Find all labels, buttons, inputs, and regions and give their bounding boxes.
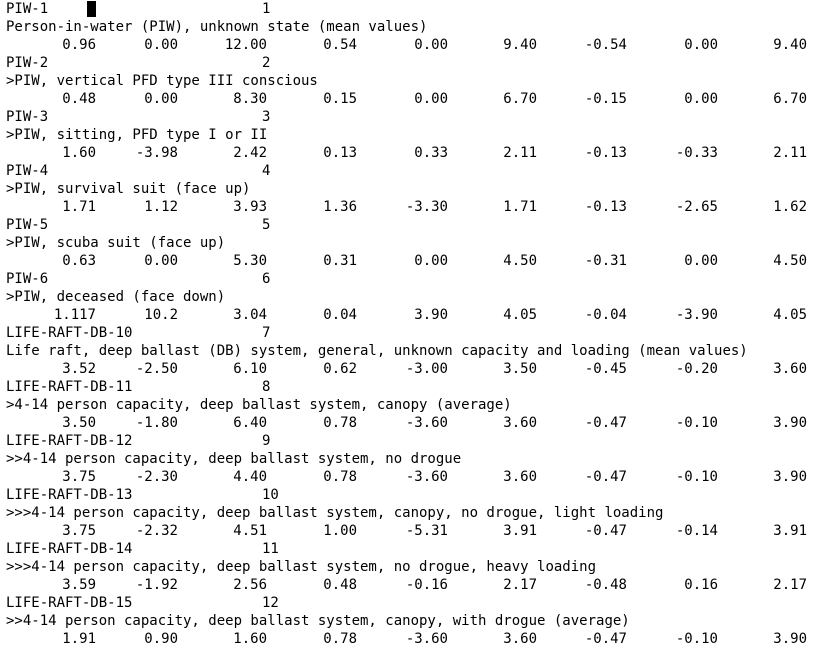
record-id: PIW-5 xyxy=(6,217,49,233)
record-value: 4.50 xyxy=(773,253,807,269)
record-value: 0.48 xyxy=(323,577,357,593)
record-number: 6 xyxy=(262,271,271,287)
record-value: -1.92 xyxy=(135,577,178,593)
record-id: PIW-4 xyxy=(6,163,49,179)
record-value: -0.47 xyxy=(584,415,627,431)
record-value: 3.91 xyxy=(503,523,537,539)
record-id: LIFE-RAFT-DB-10 xyxy=(6,325,133,341)
record-value: 1.12 xyxy=(144,199,178,215)
record-description: Life raft, deep ballast (DB) system, general, unknown capacity and loading (mean values) xyxy=(6,343,748,359)
record-value: 4.05 xyxy=(503,307,537,323)
record-value: 8.30 xyxy=(233,91,267,107)
record-value: 6.40 xyxy=(233,415,267,431)
record-value: 3.90 xyxy=(773,415,807,431)
record-value: -3.98 xyxy=(135,145,178,161)
record-value: 0.31 xyxy=(323,253,357,269)
record-number: 10 xyxy=(262,487,279,503)
record-id: PIW-6 xyxy=(6,271,49,287)
record-value: 3.90 xyxy=(773,631,807,647)
record-description: >>4-14 person capacity, deep ballast system, canopy, with drogue (average) xyxy=(6,613,630,629)
record-value: 5.30 xyxy=(233,253,267,269)
record-value: 4.05 xyxy=(773,307,807,323)
record-description: >PIW, deceased (face down) xyxy=(6,289,226,305)
record-description: >PIW, survival suit (face up) xyxy=(6,181,251,197)
record-values-row xyxy=(0,90,820,108)
record-value: -0.45 xyxy=(584,361,627,377)
record-id: PIW-1 xyxy=(6,1,49,17)
record-id: LIFE-RAFT-DB-12 xyxy=(6,433,133,449)
record-value: 2.11 xyxy=(503,145,537,161)
record-value: 1.71 xyxy=(503,199,537,215)
record-value: 0.00 xyxy=(684,91,718,107)
record-value: 2.56 xyxy=(233,577,267,593)
record-value: 2.11 xyxy=(773,145,807,161)
record-number: 4 xyxy=(262,163,271,179)
record-value: -0.33 xyxy=(675,145,718,161)
record-value: -0.14 xyxy=(675,523,718,539)
record-value: 3.90 xyxy=(773,469,807,485)
record-value: -0.04 xyxy=(584,307,627,323)
record-values-row xyxy=(0,144,820,162)
record-value: -0.10 xyxy=(675,415,718,431)
record-value: 2.17 xyxy=(773,577,807,593)
record-header xyxy=(0,378,820,396)
record-value: 0.00 xyxy=(414,91,448,107)
record-value: -0.13 xyxy=(584,199,627,215)
record-value: 0.00 xyxy=(144,91,178,107)
record-value: -0.13 xyxy=(584,145,627,161)
record-value: 0.00 xyxy=(414,37,448,53)
record-values-row xyxy=(0,576,820,594)
record-values-row xyxy=(0,630,820,648)
record-value: 1.117 xyxy=(53,307,96,323)
record-value: 0.00 xyxy=(684,37,718,53)
record-value: 2.42 xyxy=(233,145,267,161)
record-header xyxy=(0,54,820,72)
record-value: -2.30 xyxy=(135,469,178,485)
record-value: 12.00 xyxy=(224,37,267,53)
record-value: 0.48 xyxy=(62,91,96,107)
record-id: PIW-2 xyxy=(6,55,49,71)
record-value: 0.63 xyxy=(62,253,96,269)
record-values-row xyxy=(0,360,820,378)
record-value: 1.36 xyxy=(323,199,357,215)
record-value: -0.47 xyxy=(584,469,627,485)
record-value: 4.50 xyxy=(503,253,537,269)
record-number: 7 xyxy=(262,325,271,341)
record-value: 10.2 xyxy=(144,307,178,323)
record-value: -0.10 xyxy=(675,469,718,485)
record-description: Person-in-water (PIW), unknown state (mean values) xyxy=(6,19,428,35)
record-value: 0.96 xyxy=(62,37,96,53)
record-header xyxy=(0,486,820,504)
record-header xyxy=(0,324,820,342)
record-values-row xyxy=(0,522,820,540)
record-value: 9.40 xyxy=(503,37,537,53)
record-value: 3.75 xyxy=(62,469,96,485)
record-value: -2.50 xyxy=(135,361,178,377)
record-value: 1.00 xyxy=(323,523,357,539)
record-value: 3.04 xyxy=(233,307,267,323)
record-value: 0.00 xyxy=(144,37,178,53)
record-header xyxy=(0,270,820,288)
record-value: -0.16 xyxy=(405,577,448,593)
record-description: >4-14 person capacity, deep ballast system, canopy (average) xyxy=(6,397,512,413)
record-header xyxy=(0,432,820,450)
record-number: 3 xyxy=(262,109,271,125)
record-header xyxy=(0,216,820,234)
record-value: 0.78 xyxy=(323,631,357,647)
record-values-row xyxy=(0,468,820,486)
record-value: -0.54 xyxy=(584,37,627,53)
record-value: -0.48 xyxy=(584,577,627,593)
record-description: >PIW, sitting, PFD type I or II xyxy=(6,127,268,143)
record-value: 0.62 xyxy=(323,361,357,377)
record-value: 3.60 xyxy=(773,361,807,377)
record-values-row xyxy=(0,306,820,324)
record-number: 8 xyxy=(262,379,271,395)
record-value: 1.62 xyxy=(773,199,807,215)
record-number: 9 xyxy=(262,433,271,449)
record-value: 0.33 xyxy=(414,145,448,161)
record-header xyxy=(0,0,820,18)
record-value: 0.78 xyxy=(323,469,357,485)
record-value: 0.16 xyxy=(684,577,718,593)
record-header xyxy=(0,108,820,126)
record-header xyxy=(0,594,820,612)
record-description: >PIW, vertical PFD type III conscious xyxy=(6,73,318,89)
record-value: 0.04 xyxy=(323,307,357,323)
record-value: 0.15 xyxy=(323,91,357,107)
record-value: 4.51 xyxy=(233,523,267,539)
record-value: 0.13 xyxy=(323,145,357,161)
record-description: >>>4-14 person capacity, deep ballast system, canopy, no drogue, light loading xyxy=(6,505,664,521)
record-value: 3.50 xyxy=(503,361,537,377)
record-value: -0.47 xyxy=(584,523,627,539)
record-value: 6.10 xyxy=(233,361,267,377)
record-value: 1.71 xyxy=(62,199,96,215)
record-value: 0.78 xyxy=(323,415,357,431)
record-id: LIFE-RAFT-DB-11 xyxy=(6,379,133,395)
record-value: 6.70 xyxy=(503,91,537,107)
record-value: 0.54 xyxy=(323,37,357,53)
record-values-row xyxy=(0,36,820,54)
record-value: -1.80 xyxy=(135,415,178,431)
record-value: -3.60 xyxy=(405,469,448,485)
record-value: -3.30 xyxy=(405,199,448,215)
record-value: 0.00 xyxy=(414,253,448,269)
record-value: 1.60 xyxy=(62,145,96,161)
record-value: -0.15 xyxy=(584,91,627,107)
record-values-row xyxy=(0,252,820,270)
record-value: 3.60 xyxy=(503,415,537,431)
record-value: 3.93 xyxy=(233,199,267,215)
record-value: 6.70 xyxy=(773,91,807,107)
record-value: 2.17 xyxy=(503,577,537,593)
record-value: 0.90 xyxy=(144,631,178,647)
record-number: 2 xyxy=(262,55,271,71)
record-value: 3.91 xyxy=(773,523,807,539)
record-value: 3.90 xyxy=(414,307,448,323)
record-id: LIFE-RAFT-DB-14 xyxy=(6,541,133,557)
record-number: 1 xyxy=(262,1,271,17)
record-value: 4.40 xyxy=(233,469,267,485)
record-description: >PIW, scuba suit (face up) xyxy=(6,235,226,251)
record-value: -0.10 xyxy=(675,631,718,647)
record-value: 3.60 xyxy=(503,469,537,485)
record-id: PIW-3 xyxy=(6,109,49,125)
record-value: 3.52 xyxy=(62,361,96,377)
record-value: -3.90 xyxy=(675,307,718,323)
record-number: 11 xyxy=(262,541,279,557)
record-value: 1.60 xyxy=(233,631,267,647)
record-value: 9.40 xyxy=(773,37,807,53)
record-value: -2.32 xyxy=(135,523,178,539)
record-value: -5.31 xyxy=(405,523,448,539)
record-description: >>4-14 person capacity, deep ballast system, no drogue xyxy=(6,451,462,467)
record-value: -3.60 xyxy=(405,631,448,647)
record-value: -3.60 xyxy=(405,415,448,431)
record-value: 1.91 xyxy=(62,631,96,647)
record-value: -0.47 xyxy=(584,631,627,647)
record-value: -0.31 xyxy=(584,253,627,269)
record-value: 0.00 xyxy=(144,253,178,269)
record-value: 3.59 xyxy=(62,577,96,593)
record-id: LIFE-RAFT-DB-13 xyxy=(6,487,133,503)
record-value: 0.00 xyxy=(684,253,718,269)
record-value: 3.60 xyxy=(503,631,537,647)
record-value: -3.00 xyxy=(405,361,448,377)
record-values-row xyxy=(0,198,820,216)
record-description: >>>4-14 person capacity, deep ballast system, no drogue, heavy loading xyxy=(6,559,597,575)
record-header xyxy=(0,540,820,558)
record-value: 3.50 xyxy=(62,415,96,431)
record-header xyxy=(0,162,820,180)
record-value: -0.20 xyxy=(675,361,718,377)
record-value: 3.75 xyxy=(62,523,96,539)
record-id: LIFE-RAFT-DB-15 xyxy=(6,595,133,611)
record-value: -2.65 xyxy=(675,199,718,215)
record-values-row xyxy=(0,414,820,432)
record-number: 12 xyxy=(262,595,279,611)
record-number: 5 xyxy=(262,217,271,233)
